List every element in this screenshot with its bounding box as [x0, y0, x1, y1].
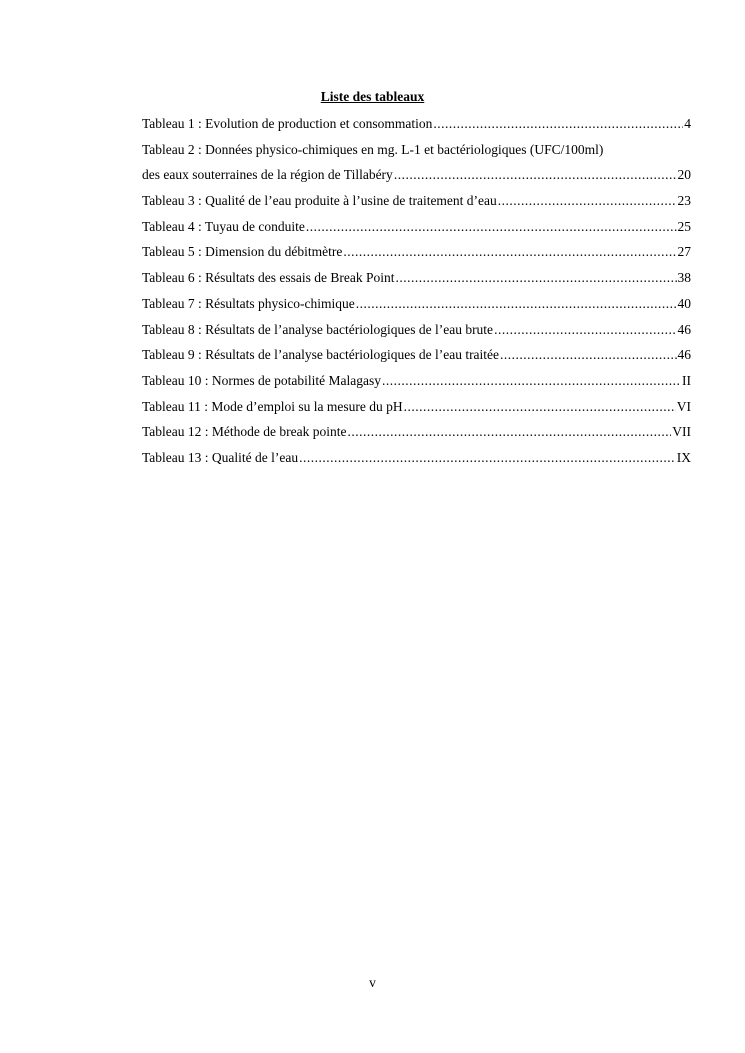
table-list-entry[interactable]	[142, 140, 691, 166]
entry-title: Tableau 4 : Tuyau de conduite	[142, 218, 305, 234]
table-list-entry[interactable]	[142, 294, 691, 320]
entry-page-number: 4	[684, 116, 691, 131]
entry-page-number: 38	[677, 270, 691, 286]
dot-leader	[433, 114, 683, 134]
entry-page-number: 23	[677, 193, 691, 209]
dot-leader	[343, 242, 676, 262]
entry-title: Tableau 5 : Dimension du débitmètre	[142, 244, 343, 260]
page-number: v	[369, 975, 376, 990]
table-list-entry[interactable]	[142, 345, 691, 371]
entry-title: Tableau 6 : Résultats des essais de Break Point	[142, 270, 395, 286]
table-list-entry[interactable]	[142, 320, 691, 346]
table-list-entry[interactable]	[142, 397, 691, 423]
entry-page-number: II	[682, 372, 691, 388]
dot-leader	[299, 448, 676, 468]
dot-leader	[404, 397, 676, 417]
dot-leader	[498, 191, 677, 211]
dot-leader	[394, 165, 677, 185]
entry-page-number: 40	[677, 295, 691, 311]
entry-title: Tableau 10 : Normes de potabilité Malagasy	[142, 372, 381, 388]
dot-leader	[306, 217, 677, 237]
table-list	[142, 114, 691, 474]
dot-leader	[356, 294, 677, 314]
entry-page-number: 27	[677, 244, 691, 260]
table-list-entry[interactable]	[142, 268, 691, 294]
entry-page-number: VI	[676, 398, 691, 414]
entry-title: Tableau 9 : Résultats de l’analyse bactériologiques de l’eau traitée	[142, 347, 500, 363]
table-list-entry[interactable]	[142, 114, 691, 140]
table-list-entry[interactable]	[142, 448, 691, 474]
entry-title: Tableau 8 : Résultats de l’analyse bactériologiques de l’eau brute	[142, 321, 494, 337]
entry-title: Tableau 7 : Résultats physico-chimique	[142, 295, 355, 311]
entry-title: Tableau 1 : Evolution de production et consommation	[142, 116, 433, 131]
entry-title: Tableau 13 : Qualité de l’eau	[142, 449, 299, 465]
table-list-entry[interactable]	[142, 191, 691, 217]
entry-page-number: 46	[677, 347, 691, 363]
entry-title: Tableau 12 : Méthode de break pointe	[142, 424, 347, 440]
entry-title: Tableau 2 : Données physico-chimiques en mg. L-1 et bactériologiques (UFC/100ml)	[142, 141, 604, 157]
entry-title: Tableau 11 : Mode d’emploi su la mesure du pH	[142, 398, 403, 414]
entry-page-number: IX	[676, 449, 691, 465]
entry-page-number: VII	[672, 424, 691, 440]
table-list-entry[interactable]	[142, 371, 691, 397]
table-list-entry[interactable]	[142, 242, 691, 268]
table-list-entry[interactable]	[142, 217, 691, 243]
dot-leader	[396, 268, 677, 288]
entry-page-number: 46	[677, 321, 691, 337]
table-list-entry[interactable]	[142, 165, 691, 191]
entry-page-number: 20	[677, 167, 691, 183]
dot-leader	[500, 345, 676, 365]
table-list-entry[interactable]	[142, 422, 691, 448]
entry-page-number: 25	[677, 218, 691, 234]
page-title: Liste des tableaux	[320, 89, 425, 104]
entry-title: des eaux souterraines de la région de Tillabéry	[142, 167, 393, 183]
dot-leader	[347, 422, 671, 442]
dot-leader	[494, 320, 676, 340]
dot-leader	[382, 371, 681, 391]
entry-title: Tableau 3 : Qualité de l’eau produite à l’usine de traitement d’eau	[142, 193, 497, 209]
